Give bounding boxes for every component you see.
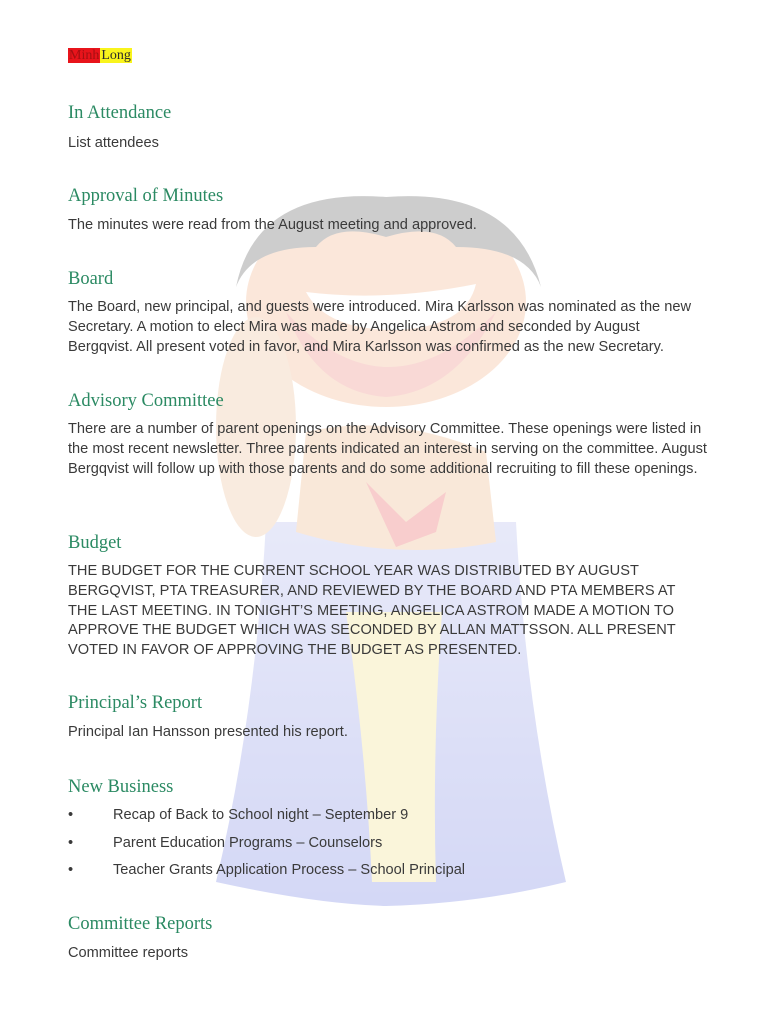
- section-heading: Budget: [68, 533, 122, 553]
- section-committee-reports: [68, 913, 708, 964]
- section-heading: In Attendance: [68, 103, 172, 123]
- section-advisory-committee: [68, 390, 708, 479]
- section-principals-report: [68, 692, 708, 743]
- first-name: Minh: [69, 48, 100, 63]
- section-new-business: [68, 776, 708, 889]
- list-item: • Parent Education Programs – Counselors: [68, 834, 383, 851]
- section-heading: New Business: [68, 777, 174, 797]
- section-body: Principal Ian Hansson presented his report.: [68, 724, 348, 740]
- last-name: Long: [101, 48, 131, 63]
- section-in-attendance: [68, 102, 708, 154]
- list-item: • Teacher Grants Application Process – School Principal: [68, 862, 466, 878]
- section-body: The Board, new principal, and guests were introduced. Mira Karlsson was nominated as the new Secretary. A motion to elect Mira was made by Angelica Astrom and seconded by August Bergqvist. All present voted in favor, and Mira Karlsson was confirmed as the new Secretary.: [68, 299, 691, 355]
- section-body: List attendees: [68, 135, 159, 151]
- bullet: •: [68, 834, 74, 851]
- new-business-list: [68, 806, 708, 880]
- section-heading: Principal’s Report: [68, 693, 203, 713]
- list-item: • Recap of Back to School night – September 9: [68, 807, 409, 823]
- section-board: [68, 268, 708, 357]
- section-budget: [68, 532, 708, 661]
- section-heading: Board: [68, 269, 114, 289]
- section-heading: Committee Reports: [68, 914, 213, 934]
- section-body: There are a number of parent openings on the Advisory Committee. These openings were listed in the most recent newsletter. Three parents indicated an interest in serving on the committee. August Bergqvist will follow up with those parents and do some additional recruiting to fill these openings.: [68, 421, 707, 477]
- section-body: The minutes were read from the August meeting and approved.: [68, 217, 477, 233]
- section-body: Committee reports: [68, 945, 189, 961]
- name-line: [68, 47, 132, 64]
- section-heading: Approval of Minutes: [68, 186, 224, 206]
- section-approval-of-minutes: [68, 185, 708, 236]
- bullet: •: [68, 807, 74, 823]
- bullet: •: [68, 862, 74, 878]
- section-body: THE BUDGET FOR THE CURRENT SCHOOL YEAR WAS DISTRIBUTED BY AUGUST BERGQVIST, PTA TREASURER, AND REVIEWED BY THE BOARD AND PTA MEMBERS AT THE LAST MEETING. IN TONIGHT’S MEETING, ANGELICA ASTROM MADE A MOTION TO APPROVE THE BUDGET WHICH WAS SECONDED BY ALLAN MATTSSON. ALL PRESENT VOTED IN FAVOR OF APPROVING THE BUDGET AS PRESENTED.: [68, 563, 676, 659]
- section-heading: Advisory Committee: [68, 391, 224, 411]
